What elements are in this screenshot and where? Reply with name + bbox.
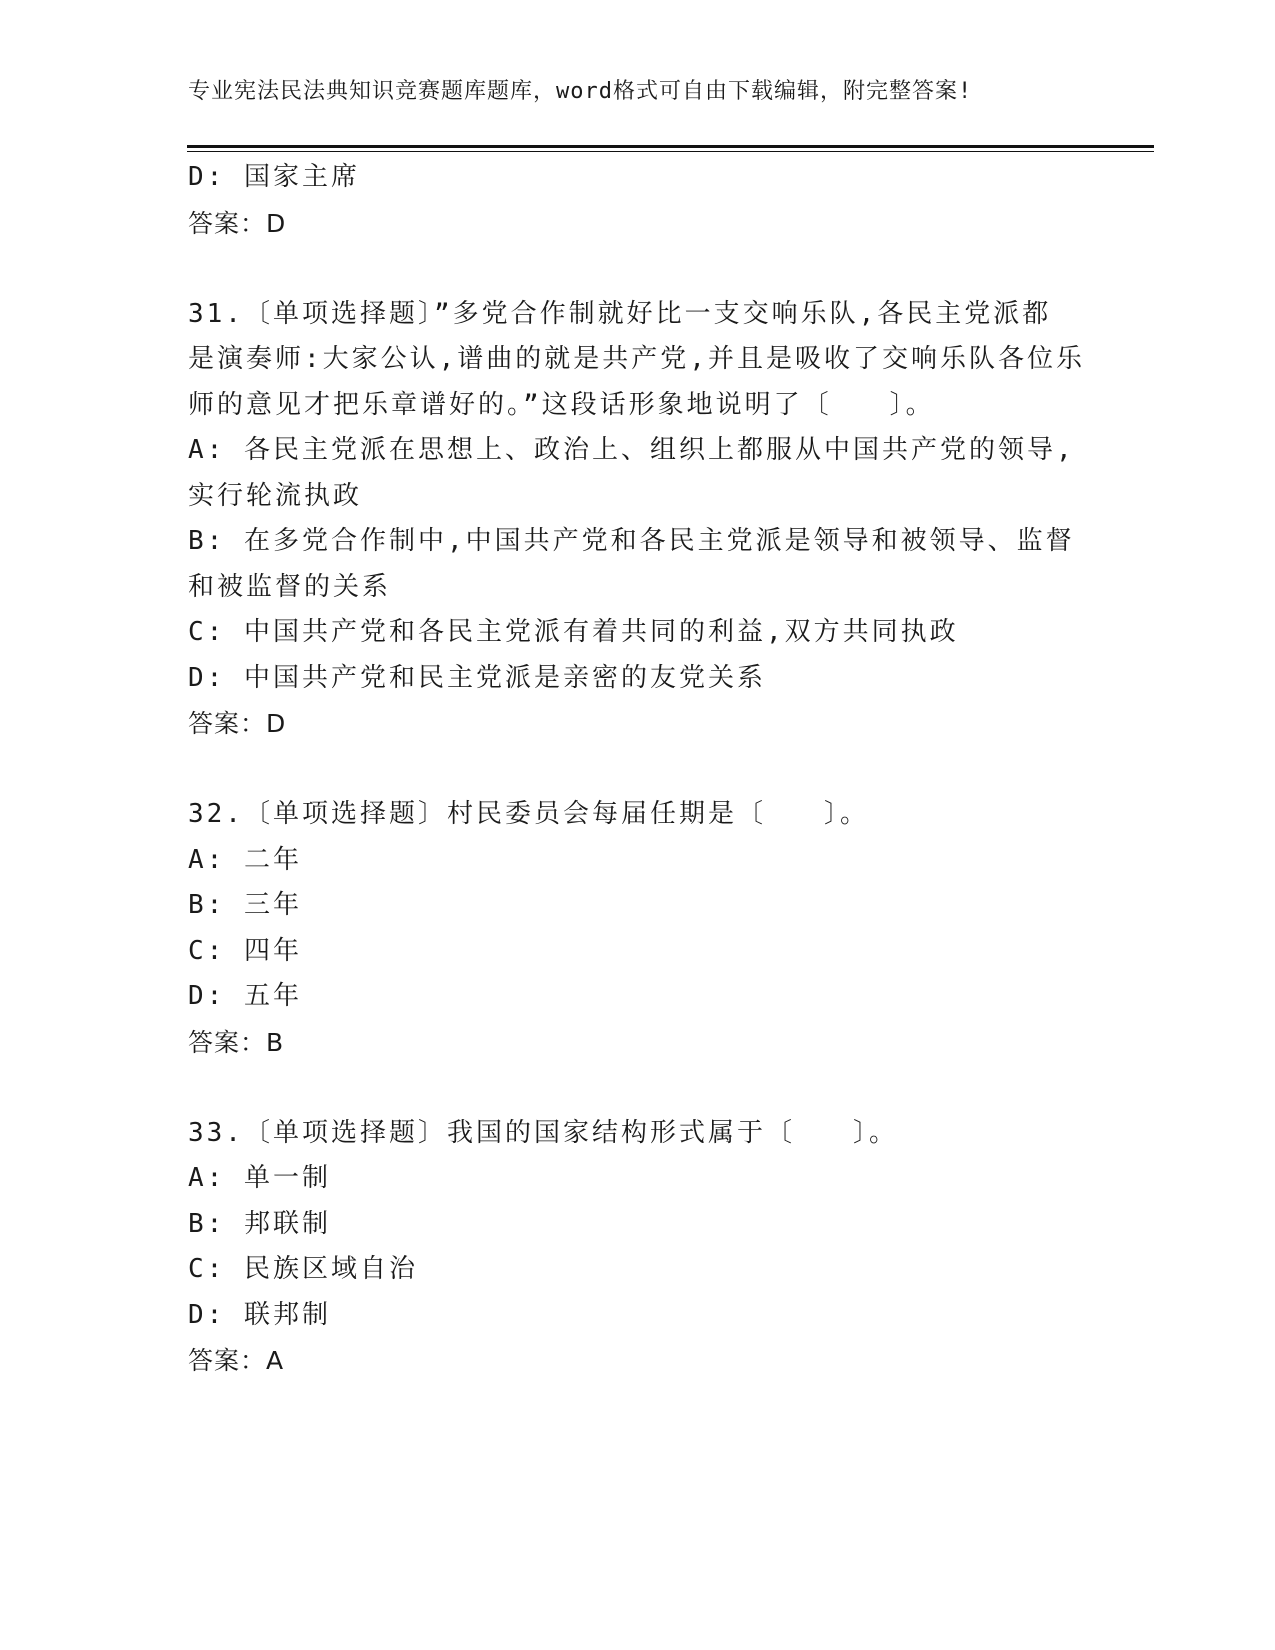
option-a: A: 二年: [188, 844, 302, 875]
question-text: 32.〔单项选择题〕村民委员会每届任期是〔 〕。: [188, 799, 869, 829]
option-d: D: 国家主席: [188, 162, 360, 192]
option-b: B: 邦联制: [188, 1208, 331, 1239]
page-header: 专业宪法民法典知识竞赛题库题库，word格式可自由下载编辑，附完整答案!: [188, 79, 973, 104]
question-text: 31.〔单项选择题〕”多党合作制就好比一支交响乐队,各民主党派都: [188, 298, 1052, 329]
question-text: 33.〔单项选择题〕我国的国家结构形式属于〔 〕。: [188, 1117, 898, 1148]
option-b-cont: 和被监督的关系: [188, 571, 392, 602]
option-a: A: 单一制: [188, 1163, 331, 1193]
question-33: [188, 1111, 1088, 1384]
option-d: D: 中国共产党和民主党派是亲密的友党关系: [188, 662, 766, 693]
option-c: C: 中国共产党和各民主党派有着共同的利益,双方共同执政: [188, 617, 959, 647]
document-body: [188, 155, 1088, 1384]
answer-line: 答案：B: [188, 1027, 285, 1057]
option-c: C: 四年: [188, 935, 302, 966]
answer-line: 答案：D: [188, 208, 287, 238]
option-b: B: 在多党合作制中,中国共产党和各民主党派是领导和被领导、监督: [188, 526, 1075, 556]
question-31: [188, 292, 1088, 747]
question-text: 是演奏师:大家公认,谱曲的就是共产党,并且是吸收了交响乐队各位乐: [188, 344, 1085, 374]
header-rule-thin: [187, 151, 1154, 152]
option-d: D: 联邦制: [188, 1299, 331, 1330]
option-c: C: 民族区域自治: [188, 1254, 418, 1284]
answer-line: 答案：A: [188, 1346, 285, 1375]
header-rule-thick: [187, 145, 1154, 148]
question-32: [188, 792, 1088, 1065]
option-a: A: 各民主党派在思想上、政治上、组织上都服从中国共产党的领导,: [188, 435, 1075, 465]
option-d: D: 五年: [188, 981, 302, 1011]
option-b: B: 三年: [188, 890, 302, 920]
answer-line: 答案：D: [188, 709, 287, 738]
option-a-cont: 实行轮流执政: [188, 480, 363, 511]
question-text: 师的意见才把乐章谱好的。”这段话形象地说明了〔 〕。: [188, 389, 935, 420]
